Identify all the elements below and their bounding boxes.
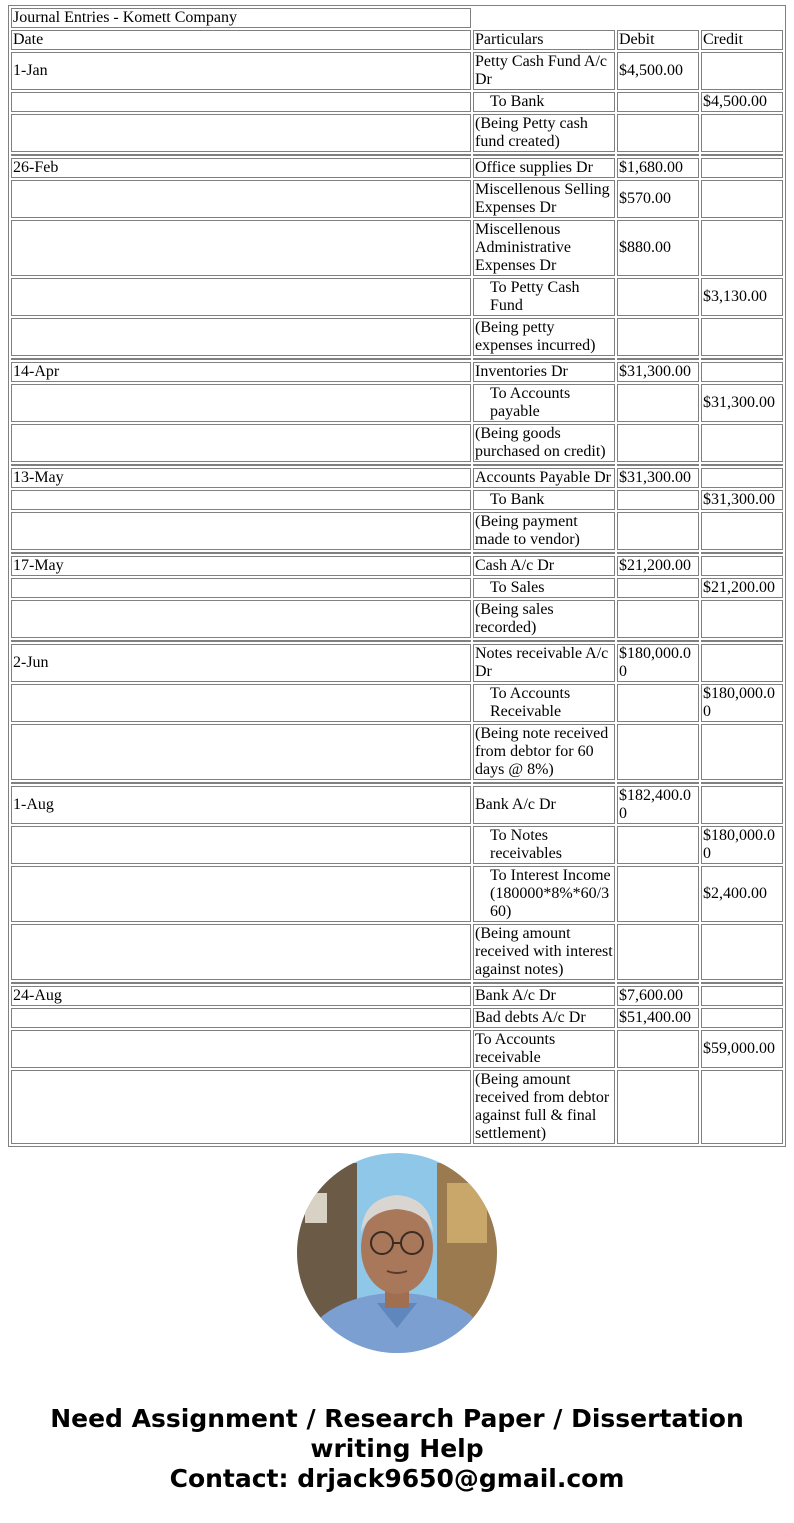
entry-separator: [11, 358, 783, 360]
table-row: [11, 1070, 783, 1144]
particulars-cell: Bad debts A/c Dr: [473, 1008, 615, 1028]
table-row: [11, 52, 783, 90]
debit-cell: $570.00: [617, 180, 699, 218]
separator-cell: [701, 358, 783, 360]
debit-cell: [617, 724, 699, 780]
debit-cell: [617, 384, 699, 422]
credit-cell: [701, 318, 783, 356]
debit-cell: $51,400.00: [617, 1008, 699, 1028]
table-row: [11, 114, 783, 152]
date-cell: [11, 424, 471, 462]
table-title: Journal Entries - Komett Company: [11, 8, 471, 28]
date-cell: [11, 92, 471, 112]
credit-cell: $180,000.00: [701, 684, 783, 722]
credit-cell: [701, 180, 783, 218]
particulars-cell: To Accounts receivable: [473, 1030, 615, 1068]
table-row: [11, 468, 783, 488]
particulars-cell: To Interest Income (180000*8%*60/360): [473, 866, 615, 922]
debit-cell: [617, 92, 699, 112]
promo-line-3: Contact: drjack9650@gmail.com: [169, 1464, 625, 1493]
particulars-cell: To Petty Cash Fund: [473, 278, 615, 316]
credit-cell: [701, 924, 783, 980]
date-cell: 13-May: [11, 468, 471, 488]
table-row: [11, 180, 783, 218]
separator-cell: [473, 552, 615, 554]
credit-cell: [701, 52, 783, 90]
particulars-cell: Petty Cash Fund A/c Dr: [473, 52, 615, 90]
credit-cell: [701, 644, 783, 682]
debit-cell: [617, 600, 699, 638]
header-particulars: Particulars: [473, 30, 615, 50]
date-cell: [11, 1008, 471, 1028]
credit-cell: [701, 786, 783, 824]
credit-cell: [701, 114, 783, 152]
avatar: [297, 1153, 497, 1353]
separator-cell: [617, 464, 699, 466]
entry-separator: [11, 154, 783, 156]
particulars-cell: Miscellenous Selling Expenses Dr: [473, 180, 615, 218]
entry-separator: [11, 464, 783, 466]
separator-cell: [473, 782, 615, 784]
credit-cell: [701, 600, 783, 638]
table-row: [11, 924, 783, 980]
particulars-cell: (Being payment made to vendor): [473, 512, 615, 550]
debit-cell: [617, 512, 699, 550]
debit-cell: [617, 578, 699, 598]
table-row: [11, 318, 783, 356]
table-row: [11, 786, 783, 824]
separator-cell: [11, 358, 471, 360]
table-row: [11, 512, 783, 550]
separator-cell: [11, 552, 471, 554]
credit-cell: $31,300.00: [701, 384, 783, 422]
header-row: [11, 30, 783, 50]
particulars-cell: (Being sales recorded): [473, 600, 615, 638]
credit-cell: [701, 1008, 783, 1028]
separator-cell: [617, 782, 699, 784]
particulars-cell: (Being Petty cash fund created): [473, 114, 615, 152]
date-cell: 1-Jan: [11, 52, 471, 90]
particulars-cell: Miscellenous Administrative Expenses Dr: [473, 220, 615, 276]
credit-cell: $3,130.00: [701, 278, 783, 316]
debit-cell: [617, 1030, 699, 1068]
debit-cell: [617, 114, 699, 152]
credit-cell: $21,200.00: [701, 578, 783, 598]
particulars-cell: Bank A/c Dr: [473, 786, 615, 824]
date-cell: [11, 826, 471, 864]
debit-cell: $31,300.00: [617, 468, 699, 488]
separator-cell: [11, 982, 471, 984]
particulars-cell: (Being amount received from debtor against full & final settlement): [473, 1070, 615, 1144]
promo-line-2: writing Help: [310, 1434, 484, 1463]
particulars-cell: To Sales: [473, 578, 615, 598]
credit-cell: [701, 468, 783, 488]
entry-separator: [11, 982, 783, 984]
table-row: [11, 684, 783, 722]
particulars-cell: Notes receivable A/c Dr: [473, 644, 615, 682]
debit-cell: [617, 924, 699, 980]
table-row: [11, 986, 783, 1006]
date-cell: 14-Apr: [11, 362, 471, 382]
date-cell: [11, 600, 471, 638]
particulars-cell: To Bank: [473, 92, 615, 112]
date-cell: [11, 924, 471, 980]
date-cell: [11, 114, 471, 152]
credit-cell: [701, 220, 783, 276]
credit-cell: $4,500.00: [701, 92, 783, 112]
entry-separator: [11, 640, 783, 642]
separator-cell: [473, 358, 615, 360]
entry-separator: [11, 782, 783, 784]
debit-cell: $880.00: [617, 220, 699, 276]
particulars-cell: Office supplies Dr: [473, 158, 615, 178]
journal-table: [8, 5, 786, 1147]
table-row: [11, 384, 783, 422]
table-row: [11, 278, 783, 316]
debit-cell: $7,600.00: [617, 986, 699, 1006]
journal-body: [11, 8, 783, 1144]
debit-cell: [617, 424, 699, 462]
separator-cell: [11, 782, 471, 784]
particulars-cell: Accounts Payable Dr: [473, 468, 615, 488]
avatar-photo-icon: [297, 1153, 497, 1353]
date-cell: 17-May: [11, 556, 471, 576]
credit-cell: $180,000.00: [701, 826, 783, 864]
date-cell: 24-Aug: [11, 986, 471, 1006]
table-row: [11, 1030, 783, 1068]
promo-block: [0, 1404, 794, 1494]
separator-cell: [11, 154, 471, 156]
particulars-cell: (Being petty expenses incurred): [473, 318, 615, 356]
debit-cell: $1,680.00: [617, 158, 699, 178]
credit-cell: [701, 986, 783, 1006]
date-cell: [11, 220, 471, 276]
debit-cell: [617, 866, 699, 922]
credit-cell: [701, 556, 783, 576]
header-date: Date: [11, 30, 471, 50]
debit-cell: [617, 278, 699, 316]
table-row: [11, 362, 783, 382]
debit-cell: $180,000.00: [617, 644, 699, 682]
header-debit: Debit: [617, 30, 699, 50]
credit-cell: [701, 424, 783, 462]
table-row: [11, 1008, 783, 1028]
credit-cell: $59,000.00: [701, 1030, 783, 1068]
debit-cell: $182,400.00: [617, 786, 699, 824]
separator-cell: [701, 782, 783, 784]
credit-cell: $2,400.00: [701, 866, 783, 922]
table-row: [11, 826, 783, 864]
table-row: [11, 866, 783, 922]
credit-cell: [701, 158, 783, 178]
date-cell: [11, 512, 471, 550]
date-cell: 2-Jun: [11, 644, 471, 682]
table-row: [11, 644, 783, 682]
credit-cell: [701, 1070, 783, 1144]
date-cell: [11, 866, 471, 922]
separator-cell: [701, 982, 783, 984]
date-cell: [11, 318, 471, 356]
separator-cell: [617, 552, 699, 554]
debit-cell: $4,500.00: [617, 52, 699, 90]
title-row: [11, 8, 783, 28]
particulars-cell: Inventories Dr: [473, 362, 615, 382]
date-cell: [11, 1070, 471, 1144]
separator-cell: [701, 640, 783, 642]
date-cell: [11, 278, 471, 316]
debit-cell: [617, 826, 699, 864]
date-cell: [11, 578, 471, 598]
date-cell: [11, 180, 471, 218]
separator-cell: [473, 640, 615, 642]
date-cell: [11, 490, 471, 510]
entry-separator: [11, 552, 783, 554]
table-row: [11, 424, 783, 462]
table-row: [11, 600, 783, 638]
credit-cell: [701, 724, 783, 780]
date-cell: [11, 1030, 471, 1068]
separator-cell: [617, 640, 699, 642]
credit-cell: $31,300.00: [701, 490, 783, 510]
separator-cell: [473, 464, 615, 466]
separator-cell: [617, 358, 699, 360]
separator-cell: [701, 154, 783, 156]
particulars-cell: Bank A/c Dr: [473, 986, 615, 1006]
particulars-cell: To Notes receivables: [473, 826, 615, 864]
separator-cell: [617, 154, 699, 156]
title-spacer: [473, 8, 783, 28]
table-row: [11, 556, 783, 576]
separator-cell: [473, 982, 615, 984]
debit-cell: [617, 318, 699, 356]
table-row: [11, 490, 783, 510]
separator-cell: [11, 640, 471, 642]
date-cell: [11, 684, 471, 722]
separator-cell: [701, 552, 783, 554]
table-row: [11, 158, 783, 178]
particulars-cell: (Being note received from debtor for 60 days @ 8%): [473, 724, 615, 780]
particulars-cell: To Accounts payable: [473, 384, 615, 422]
table-row: [11, 724, 783, 780]
promo-line-1: Need Assignment / Research Paper / Dissertation: [50, 1404, 744, 1433]
date-cell: 1-Aug: [11, 786, 471, 824]
credit-cell: [701, 512, 783, 550]
debit-cell: [617, 490, 699, 510]
particulars-cell: (Being amount received with interest against notes): [473, 924, 615, 980]
table-row: [11, 220, 783, 276]
date-cell: [11, 724, 471, 780]
separator-cell: [473, 154, 615, 156]
particulars-cell: To Bank: [473, 490, 615, 510]
debit-cell: [617, 1070, 699, 1144]
debit-cell: $31,300.00: [617, 362, 699, 382]
particulars-cell: To Accounts Receivable: [473, 684, 615, 722]
header-credit: Credit: [701, 30, 783, 50]
table-row: [11, 578, 783, 598]
date-cell: [11, 384, 471, 422]
separator-cell: [11, 464, 471, 466]
table-row: [11, 92, 783, 112]
separator-cell: [701, 464, 783, 466]
particulars-cell: (Being goods purchased on credit): [473, 424, 615, 462]
separator-cell: [617, 982, 699, 984]
debit-cell: $21,200.00: [617, 556, 699, 576]
credit-cell: [701, 362, 783, 382]
particulars-cell: Cash A/c Dr: [473, 556, 615, 576]
debit-cell: [617, 684, 699, 722]
date-cell: 26-Feb: [11, 158, 471, 178]
